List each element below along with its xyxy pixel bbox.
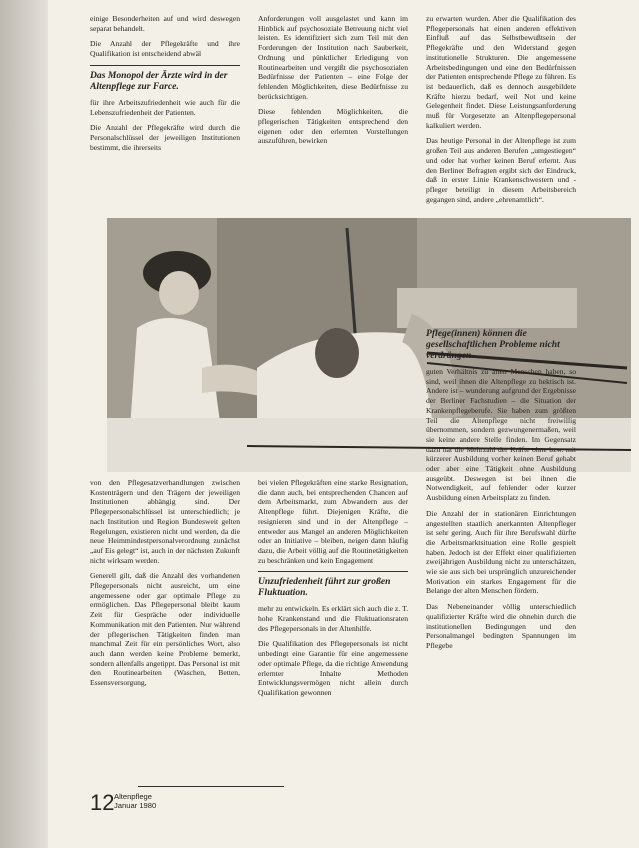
paragraph: einige Besonderheiten auf und wird deswegen separat behandelt. — [90, 14, 240, 33]
magazine-page — [48, 0, 639, 848]
paragraph: Anforderungen voll ausgelastet und kann im Hinblick auf psychosoziale Betreuung nicht viel leisten. Es identifiziert sich zum Teil mit den Forderungen der Institution nach Sauberkeit, Ordnung und pünktlicher Erledigung von Routinearbeiten und vergißt die psychosozialen Bedürfnisse der Patienten – eine Folge der fehlenden Möglichkeiten, diese Bedürfnisse zu berücksichtigen. — [258, 14, 408, 101]
page-number: 12 — [90, 790, 115, 815]
paragraph: Das heutige Personal in der Altenpflege ist zum großen Teil aus anderen Berufen „umgestiegen“ und oder hat vorher keinen Beruf erlernt. Aus den Berliner Befragten ergibt sich der Eindruck, daß in erster Linie Krankenschwestern und -pfleger beteiligt in diesem Arbeitsbereich gegangen sind, andere „ehrenamtlich“. — [426, 136, 576, 204]
paragraph: Das Nebeneinander völlig unterschiedlich qualifizierter Kräfte wird die ohnehin durch die institutionellen Bedingungen und den Personalmangel bedingten Spannungen im Pflegebe — [426, 602, 576, 650]
column-2-top — [258, 14, 408, 214]
publication-info — [114, 792, 156, 810]
publication-issue: Januar 1980 — [114, 801, 157, 810]
paragraph: Die Anzahl der Pflegekräfte wird durch die Personalschlüssel der jeweiligen Institutionen bestimmt, die ihrerseits — [90, 123, 240, 152]
footer-rule — [138, 786, 284, 787]
binder-edge — [0, 0, 48, 848]
paragraph: mehr zu entwickeln. Es erklärt sich auch die z. T. hohe Krankenstand und die Fluktuationsraten des Pflegepersonals in der Altenhilfe. — [258, 604, 408, 633]
paragraph: für ihre Arbeitszufriedenheit wie auch für die Lebenszufriedenheit der Patienten. — [90, 97, 240, 117]
publication-title: Altenpflege — [114, 792, 152, 801]
section-heading: Unzufriedenheit führt zur großen Fluktuation. — [258, 571, 408, 598]
section-heading: Pflege(innen) können die gesellschaftlichen Probleme nicht verdrängen. — [426, 328, 560, 361]
paragraph: Diese fehlenden Möglichkeiten, die pflegerischen Tätigkeiten entsprechend den eigenen oder den erlernten Vorstellungen auszuführen, bewirken — [258, 107, 408, 146]
column-2-bottom — [258, 478, 408, 808]
column-1-top — [90, 14, 240, 214]
paragraph: bei vielen Pflegekräften eine starke Resignation, die dann auch, bei entsprechenden Chancen auf dem Arbeitsmarkt, zum Abwandern aus der Altenpflege führt. Diejenigen Kräfte, die resignieren sind und in der Altenpflege – entweder aus Mangel an anderen Möglichkeiten oder an Initiative – bleiben, neigen dann häufig dazu, die Arbeit völlig auf die Routinetätigkeiten zu beschränken und kein Engagement — [258, 478, 408, 565]
paragraph: guten Verhältnis zu alten Menschen haben, so sind, weil ihnen die Altenpflege zu hektisch ist. Andere ist – wunderung aufgrund der Ergebnisse der Berliner Fachstudien – die Situation der Krankenpflegeberufe. Sie haben zum größten Teil die Altenpflege nicht freiwillig übernommen, sondern gezwungenermaßen, weil sie keine andere Stelle finden. Im Gegensatz dazu hat die Mehrzahl der Kräfte ohne bzw. mit kürzerer Ausbildung vorher keinen Beruf gehabt oder aber eine Tätigkeit ohne Ausbildung ausgeübt. Deswegen ist bei ihnen die Notwendigkeit, auf fehlender oder kurzer Ausbildung einen Arbeitsplatz zu finden. — [426, 367, 576, 503]
paragraph: Die Qualifikation des Pflegepersonals ist nicht unbedingt eine Garantie für eine angemessene oder optimale Pflege, da die richtige Anwendung erlernter Inhalte Methoden Entwicklungsvermögen nicht allein durch Qualifikation gewonnen — [258, 639, 408, 697]
paragraph: Generell gilt, daß die Anzahl des vorhandenen Pflegepersonals nicht ausreicht, um eine angemessene oder gar optimale Pflege zu ermöglichen. Das Pflegepersonal bleibt kaum Zeit für Gespräche oder individuelle Kommunikation mit den Patienten. Nur während der pflegerischen Tätigkeiten finden man manchmal Zeit für ein persönliches Wort, also auch dann werden keine Probleme bemerkt, sondern allenfalls angetippt. Das Personal ist mit den Routinearbeiten (Waschen, Betten, Essensversorgung, — [90, 571, 240, 688]
section-heading: Das Monopol der Ärzte wird in der Altenpflege zur Farce. — [90, 65, 240, 92]
paragraph: Die Anzahl der Pflegekräfte und ihre Qualifikation ist entscheidend abwäl — [90, 39, 240, 59]
column-1-bottom — [90, 478, 240, 788]
paragraph: zu erwarten wurden. Aber die Qualifikation des Pflegepersonals hat einen anderen effektiven Einfluß auf das Selbstbewußtsein der Pflegekräfte und den Widerstand gegen institutionelle Strukturen. Die angemessene Arbeitsbedingungen und eine den Bedürfnissen der Patienten entsprechende Pflege zu führen. Es ist bedauerlich, daß es dennoch ausgebildete Kräfte hierzu bedarf, weil Not und keine Gelegenheit findet. Diese Leistungsanforderung muß für Vorgesetzte an Altenpflegepersonal kalkuliert werden. — [426, 14, 576, 130]
paragraph: von den Pflegesatzverhandlungen zwischen Kostenträgern und den Trägern der jeweiligen Institutionen abhängig sind. Der Pflegepersonalschlüssel ist unterschiedlich; je nach Institution und Region Bundesweit gelten Regelungen, existieren nicht und werden, da die neue Heimmindestpersonalverordnung zunächst „auf Eis gelegt“ ist, auch in der nächsten Zukunft nicht wirksam werden. — [90, 478, 240, 565]
column-3-bottom — [426, 322, 576, 842]
paragraph: Die Anzahl der in stationären Einrichtungen angestellten staatlich anerkannten Altenpfleger ist sehr gering. Auch für ihre Berufswahl dürfte die Arbeitsmarktsituation eine Rolle gespielt haben. Jedoch ist der Effekt einer qualifizierten zweijährigen Ausbildung nicht zu unterschätzen, wie sie aus sich bei ursprünglich unzureichender Motivation ein starkes Engagement für die Belange der alten Menschen fördern. — [426, 508, 576, 596]
